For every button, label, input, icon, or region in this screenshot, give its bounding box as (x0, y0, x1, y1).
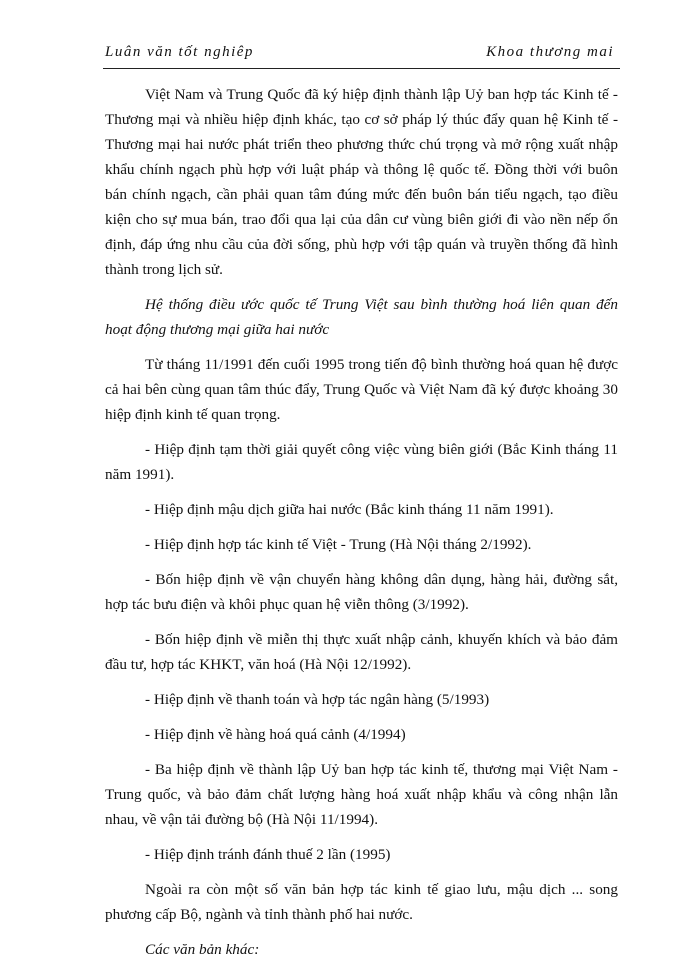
section-heading-treaties: Hệ thống điều ước quốc tế Trung Việt sau bình thường hoá liên quan đến hoạt động thương mại giữa hai nước (105, 296, 618, 338)
treaty-item-transit: - Hiệp định về hàng hoá quá cảnh (4/1994) (145, 726, 406, 743)
other-documents-paragraph: Ngoài ra còn một số văn bản hợp tác kinh tế giao lưu, mậu dịch ... song phương cấp Bộ, ngành và tỉnh thành phố hai nước. (105, 881, 618, 923)
document-body (105, 82, 618, 972)
treaty-item-visa-investment: - Bốn hiệp định về miễn thị thực xuất nhập cảnh, khuyến khích và bảo đảm đầu tư, hợp tác KHKT, văn hoá (Hà Nội 12/1992). (105, 631, 618, 673)
section-heading-other-documents: Các văn bản khác: (145, 941, 260, 958)
treaties-summary-paragraph: Từ tháng 11/1991 đến cuối 1995 trong tiến độ bình thường hoá quan hệ được cả hai bên cùng quan tâm thúc đẩy, Trung Quốc và Việt Nam đã ký được khoảng 30 hiệp định kinh tế quan trọng. (105, 356, 618, 423)
intro-paragraph: Việt Nam và Trung Quốc đã ký hiệp định thành lập Uỷ ban hợp tác Kinh tế - Thương mại và nhiều hiệp định khác, tạo cơ sở pháp lý thúc đẩy quan hệ Kinh tế - Thương mại hai nước phát triển theo phương thức chú trọng và mở rộng xuất nhập khẩu chính ngạch phù hợp với luật pháp và thông lệ quốc tế. Đồng thời với buôn bán chính ngạch, cần phải quan tâm đúng mức đến buôn bán tiểu ngạch, tạo điều kiện cho sự mua bán, trao đổi qua lại của dân cư vùng biên giới đi vào nền nếp ổn định, đáp ứng nhu cầu của đời sống, phù hợp với tập quán và truyền thống đã hình thành trong lịch sử. (105, 86, 618, 278)
treaty-item-banking: - Hiệp định về thanh toán và hợp tác ngân hàng (5/1993) (145, 691, 490, 708)
treaty-item-double-tax: - Hiệp định tránh đánh thuế 2 lần (1995) (145, 846, 391, 863)
header-thesis-title: Luân văn tốt nghiêp (105, 44, 254, 60)
header-faculty: Khoa thương mai (486, 44, 614, 60)
treaty-item-transport: - Bốn hiệp định về vận chuyển hàng không dân dụng, hàng hải, đường sắt, hợp tác bưu điện và khôi phục quan hệ viễn thông (3/1992). (105, 571, 618, 613)
treaty-item-economic-cooperation: - Hiệp định hợp tác kinh tế Việt - Trung (Hà Nội tháng 2/1992). (145, 536, 532, 553)
treaty-item-trade: - Hiệp định mậu dịch giữa hai nước (Bắc kinh tháng 11 năm 1991). (145, 501, 554, 518)
treaty-item-committee: - Ba hiệp định về thành lập Uỷ ban hợp tác kinh tế, thương mại Việt Nam - Trung quốc, và bảo đảm chất lượng hàng hoá xuất nhập khẩu và công nhận lẫn nhau, về vận tải đường bộ (Hà Nội 11/1994). (105, 761, 618, 828)
treaty-item-border: - Hiệp định tạm thời giải quyết công việc vùng biên giới (Bắc Kinh tháng 11 năm 1991). (105, 441, 618, 483)
page-header (103, 40, 620, 69)
